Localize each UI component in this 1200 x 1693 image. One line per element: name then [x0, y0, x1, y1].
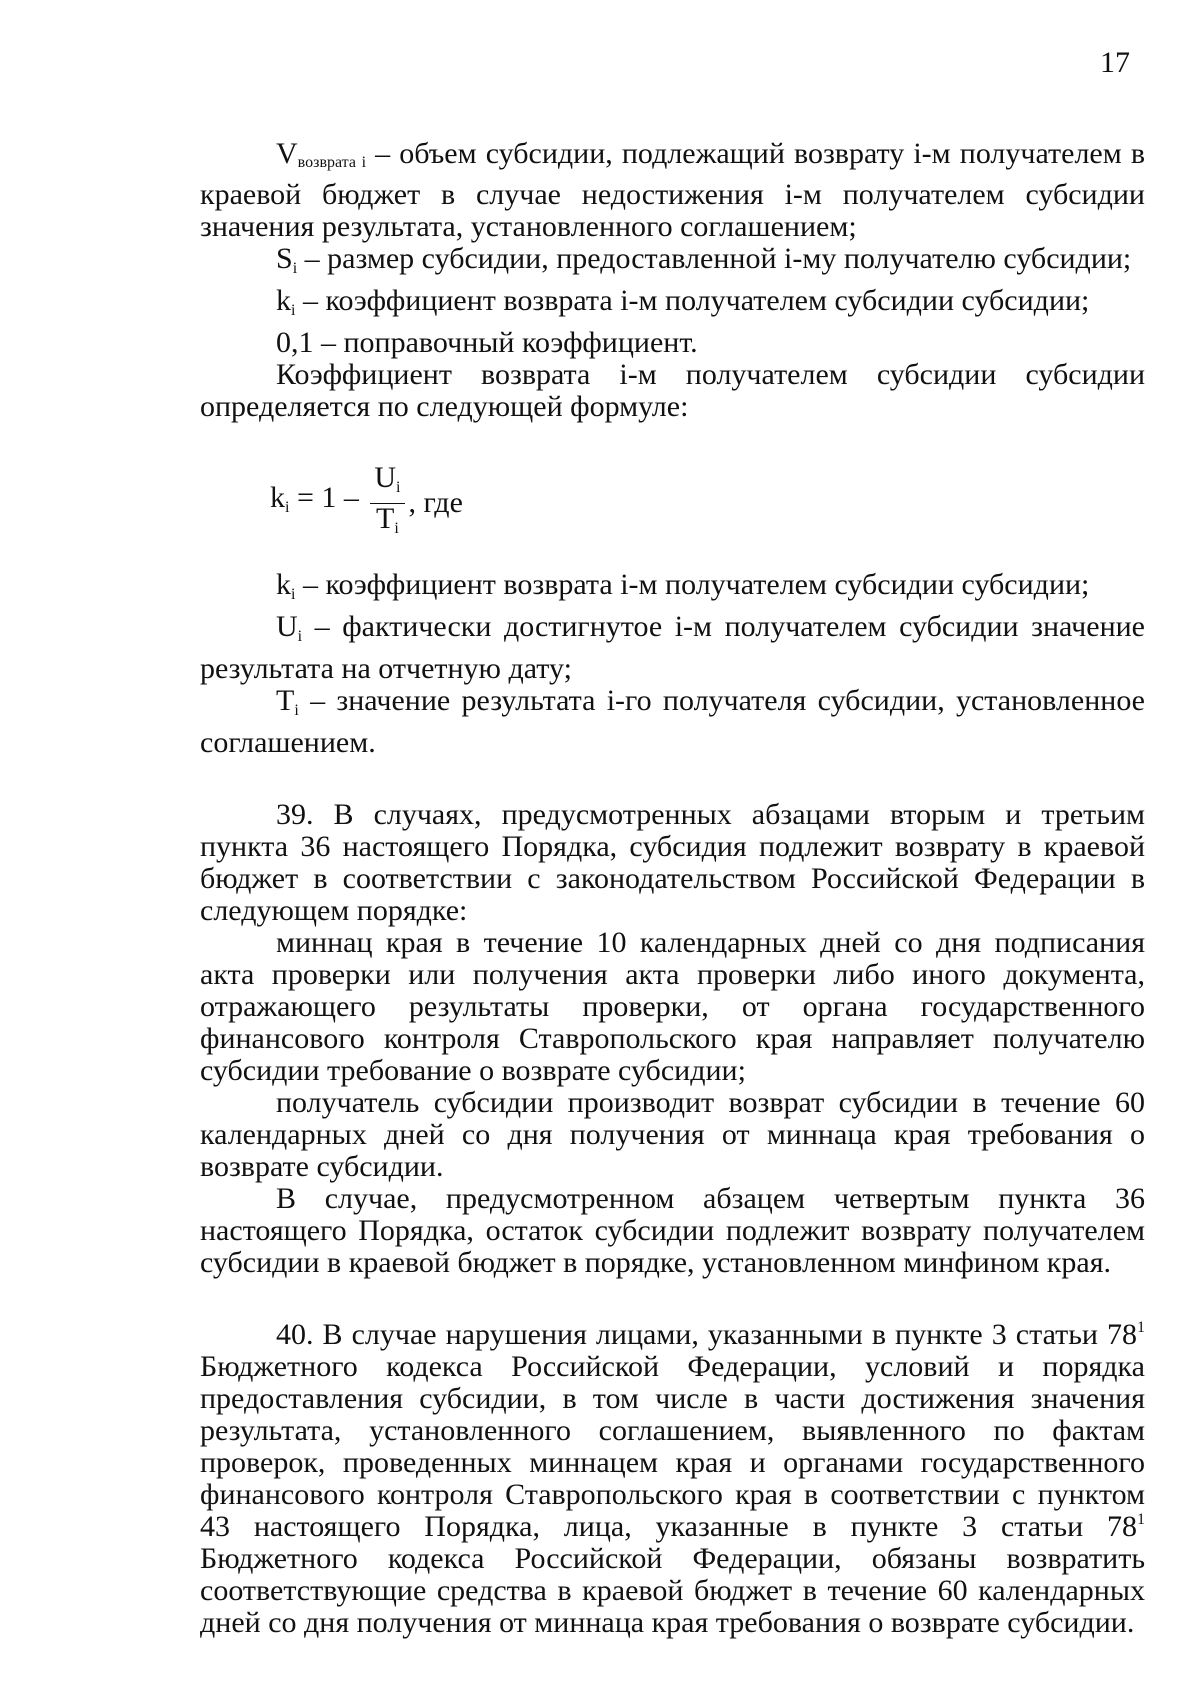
superscript: 1 — [1137, 1319, 1145, 1336]
symbol-subscript: i — [291, 586, 296, 603]
symbol-subscript: i — [292, 260, 298, 277]
page-number: 17 — [1100, 46, 1130, 79]
section-40-paragraph: 40. В случае нарушения лицами, указанными в пункте 3 статьи $78^1$ Бюджетного кодекса Российской Федерации, условий и порядка предоставления субсидии, в том числе в части достижения значения результата, установленного соглашением, выявленного по фактам проверок, проведенных миннацем края и органами государственного финансового контроля Ставропольского края в соответствии с пунктом 43 настоящего Порядка, лица, указанные в пункте 3 статьи $78^1$ Бюджетного кодекса Российской Федерации, обязаны возвратить соответствующие средства в краевой бюджет в течение 60 календарных дней со дня получения от миннаца края требования о возврате субсидии. — [200, 1318, 1145, 1639]
formula-fraction — [370, 460, 404, 544]
definition-text: – размер субсидии, предоставленной i-му получателю субсидии; — [297, 242, 1132, 275]
symbol: k — [276, 284, 291, 317]
document-body — [200, 138, 1145, 1639]
section-39-paragraph: миннац края в течение 10 календарных дней со дня подписания акта проверки или получения акта проверки либо иного документа, отражающего результаты проверки, от органа государственного финансового контроля Ставропольского края направляет получателю субсидии требование о возврате субсидии; — [200, 926, 1145, 1087]
symbol-subscript: возврата i — [297, 154, 367, 171]
symbol-subscript: i — [291, 302, 296, 319]
return-coefficient-formula — [270, 460, 1145, 539]
definition-text: – значение результата i-го получателя субсидии, установленное соглашением. — [200, 684, 1145, 759]
definition-k-repeat — [200, 569, 1145, 611]
superscript: 1 — [1137, 1511, 1145, 1528]
formula-denominator: Ti — [376, 501, 399, 537]
formula-intro: Коэффициент возврата i-м получателем субсидии субсидии определяется по следующей формуле: — [200, 358, 1145, 423]
symbol-subscript: i — [294, 702, 299, 719]
definition-u — [200, 611, 1145, 685]
definition-text: 0,1 – поправочный коэффициент. — [276, 326, 698, 359]
definition-s — [200, 243, 1145, 285]
symbol: V — [276, 137, 298, 170]
definition-k — [200, 285, 1145, 327]
definition-text: – коэффициент возврата i-м получателем субсидии субсидии; — [295, 568, 1090, 601]
symbol: k — [276, 568, 291, 601]
symbol: T — [276, 684, 295, 717]
definition-v-return — [200, 138, 1145, 243]
section-39-paragraph: получатель субсидии производит возврат субсидии в течение 60 календарных дней со дня получения от миннаца края требования о возврате субсидии. — [200, 1086, 1145, 1183]
symbol: U — [276, 610, 298, 643]
symbol: S — [276, 242, 293, 275]
definition-text: – объем субсидии, подлежащий возврату i-м получателем в краевой бюджет в случае недостижения i-м получателем субсидии значения результата, установленного соглашением; — [200, 137, 1146, 243]
section-39-paragraph: В случае, предусмотренном абзацем четвертым пункта 36 настоящего Порядка, остаток субсидии подлежит возврату получателем субсидии в краевой бюджет в порядке, установленном минфином края. — [200, 1182, 1145, 1279]
section-39-paragraph: 39. В случаях, предусмотренных абзацами вторым и третьим пункта 36 настоящего Порядка, субсидия подлежит возврату в краевой бюджет в соответствии с законодательством Российской Федерации в следующем порядке: — [200, 798, 1145, 927]
definition-text: – коэффициент возврата i-м получателем субсидии субсидии; — [295, 284, 1090, 317]
symbol-subscript: i — [297, 628, 303, 645]
definition-correction-coefficient — [200, 327, 1145, 359]
definition-text: – фактически достигнутое i-м получателем субсидии значение результата на отчетную дату; — [200, 610, 1145, 685]
definition-t — [200, 685, 1145, 759]
formula-lhs: ki = 1 – — [270, 481, 367, 516]
formula-suffix: , где — [408, 486, 463, 519]
formula-numerator: Ui — [370, 463, 404, 504]
